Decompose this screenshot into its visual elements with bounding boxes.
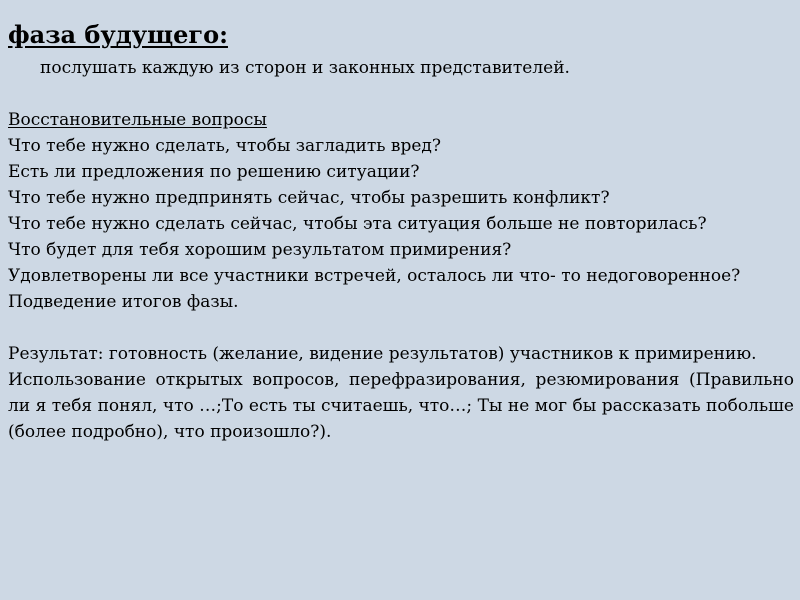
- question-item: Что тебе нужно предпринять сейчас, чтобы разрешить конфликт?: [8, 188, 610, 208]
- result-text: Результат: готовность (желание, видение результатов) участников к примирению.: [8, 344, 757, 364]
- question-item: Что тебе нужно сделать сейчас, чтобы эта ситуация больше не повторилась?: [8, 214, 707, 234]
- summary-text: Подведение итогов фазы.: [8, 292, 239, 312]
- blank-line: [8, 315, 794, 341]
- section-heading: Восстановительные вопросы: [8, 110, 267, 130]
- question-item: Есть ли предложения по решению ситуации?: [8, 162, 420, 182]
- slide-body: [8, 55, 794, 445]
- question-item: Что тебе нужно сделать, чтобы загладить вред?: [8, 136, 441, 156]
- techniques-text: Использование открытых вопросов, перефразирования, резюмирования (Правильно ли я тебя понял, что …;То есть ты считаешь, что…; Ты не мог бы рассказать побольше (более подробно), что произошло?).: [8, 370, 794, 442]
- question-item: Удовлетворены ли все участники встречей, осталось ли что- то недоговоренное?: [8, 266, 741, 286]
- intro-text: послушать каждую из сторон и законных представителей.: [40, 58, 570, 78]
- blank-line: [8, 81, 794, 107]
- slide-title: фаза будущего:: [8, 20, 228, 49]
- question-item: Что будет для тебя хорошим результатом примирения?: [8, 240, 512, 260]
